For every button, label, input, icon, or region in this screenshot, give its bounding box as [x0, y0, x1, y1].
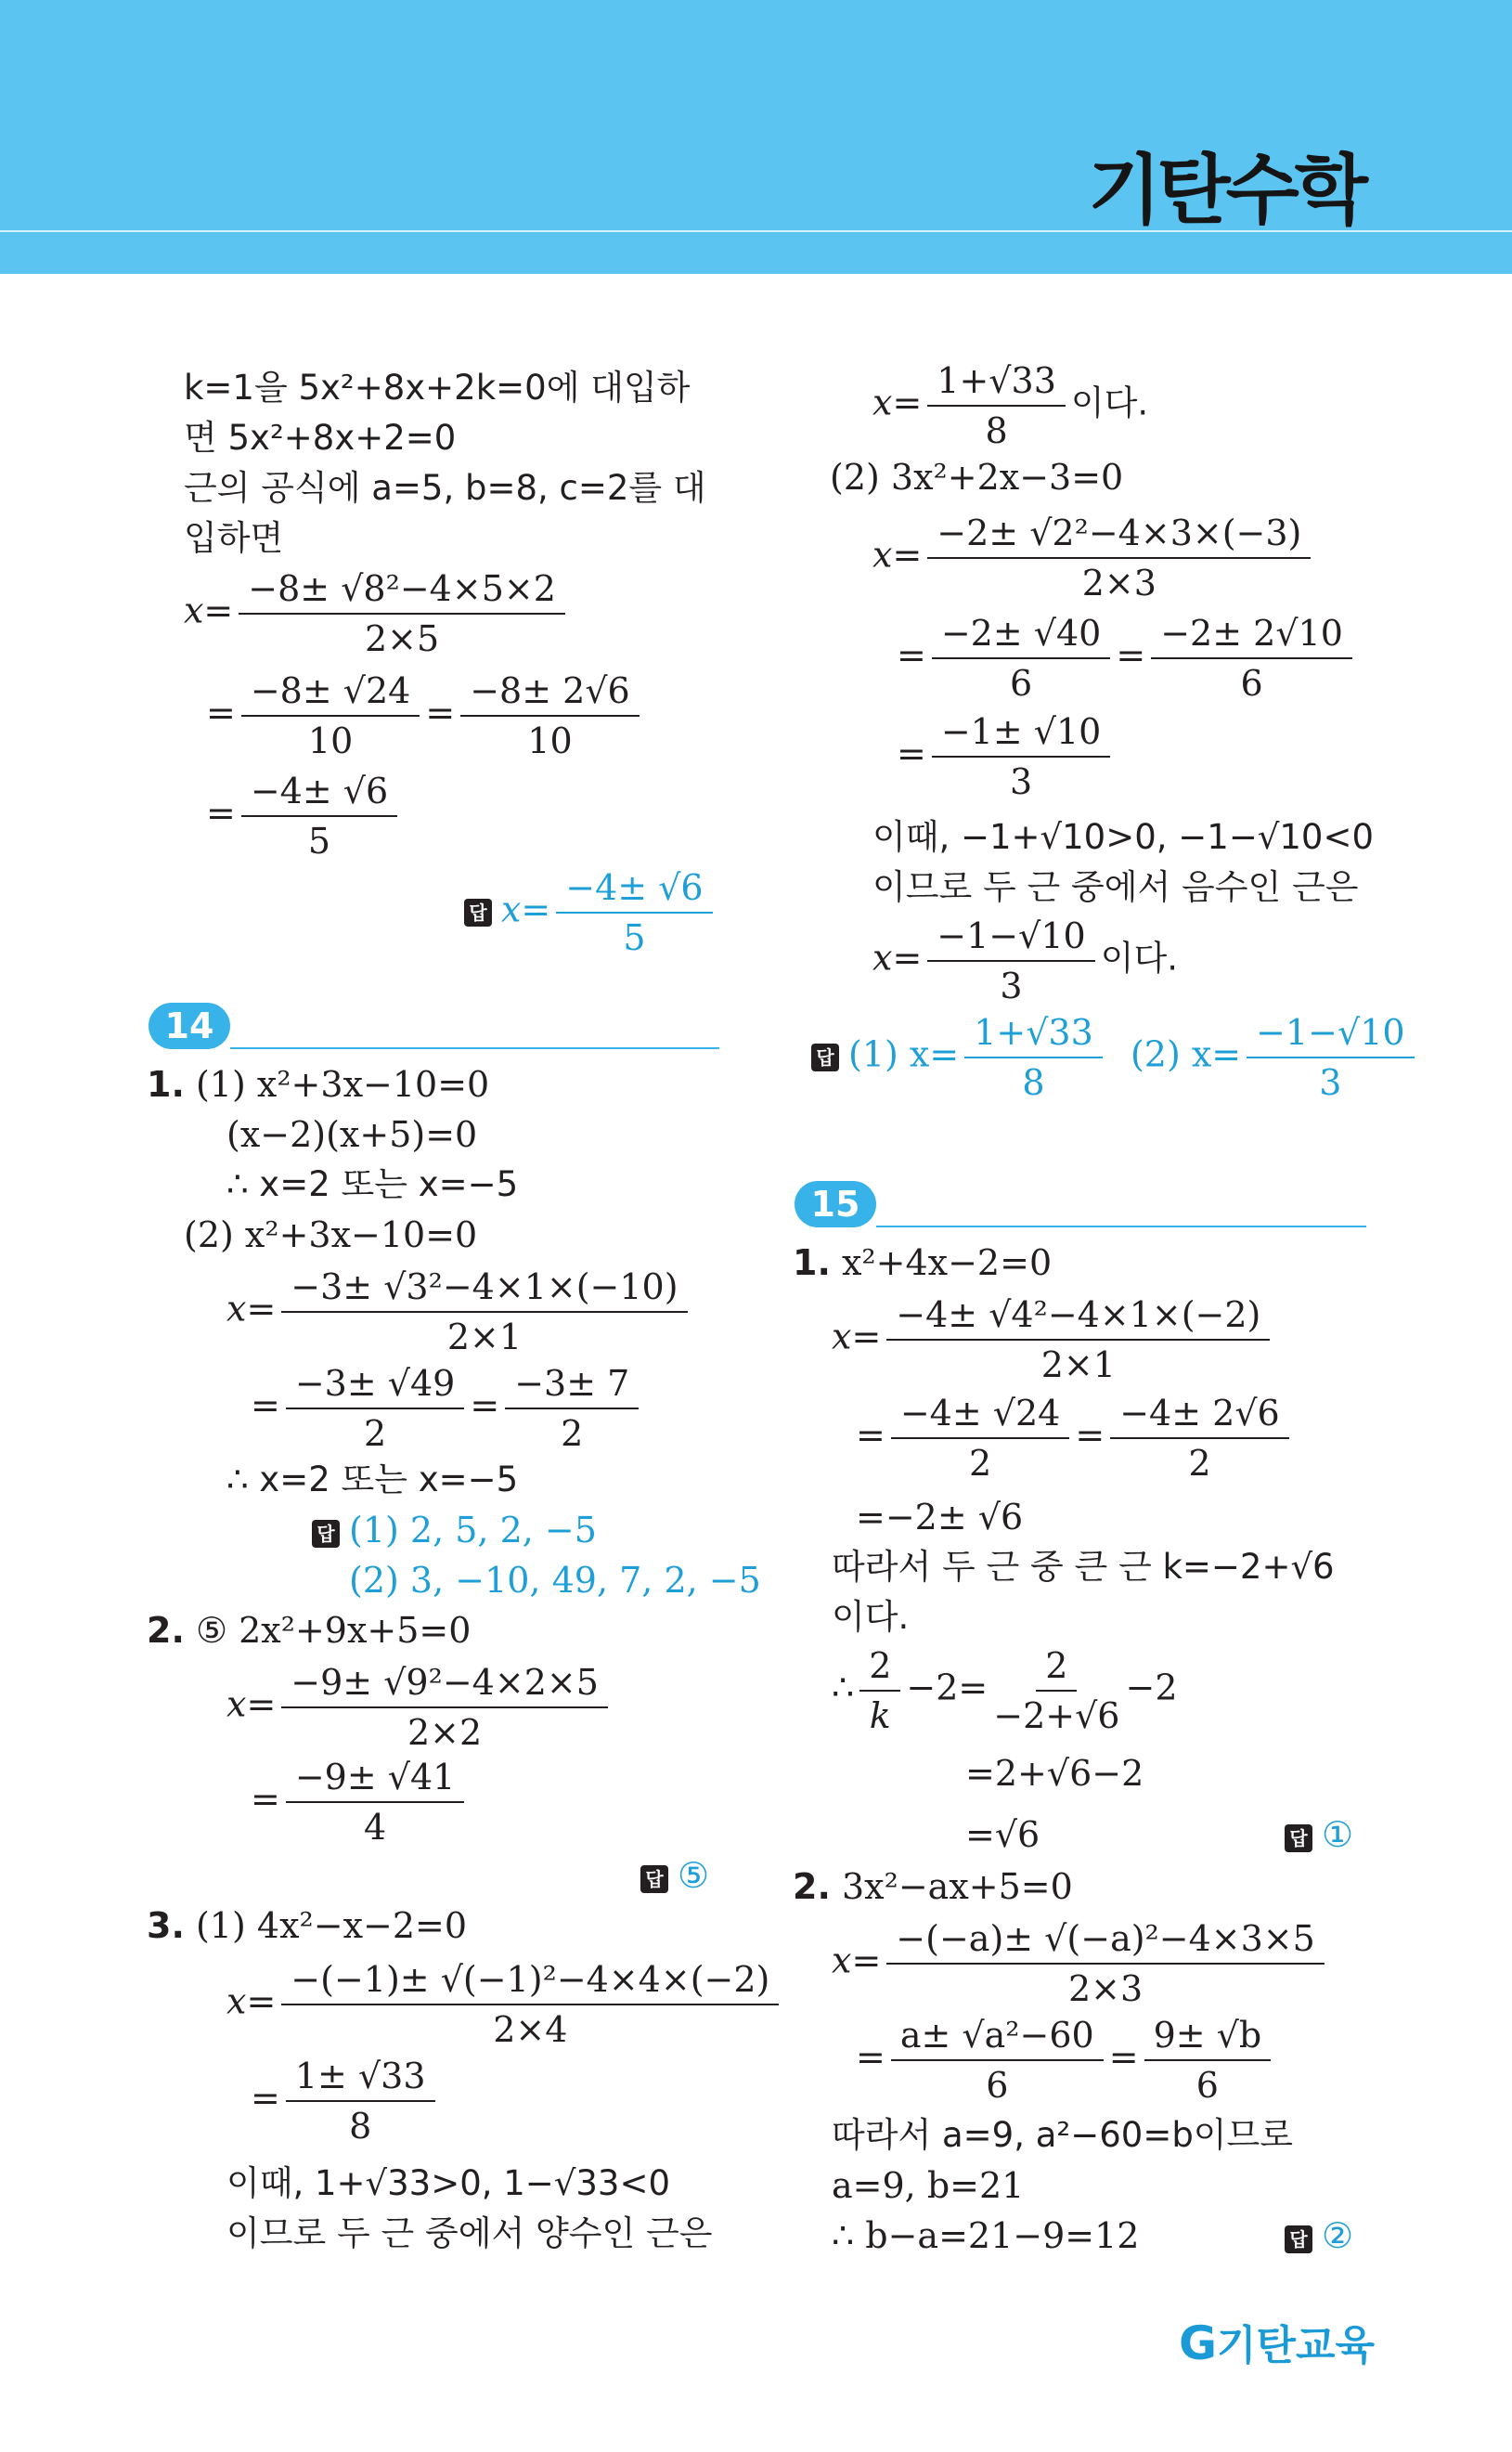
answer-14-1b: (2) 3, −10, 49, 7, 2, −5 — [349, 1560, 761, 1601]
problem-number: 1. — [793, 1242, 831, 1283]
numerator: −4± 2√6 — [1110, 1393, 1289, 1439]
denominator: k — [869, 1695, 891, 1736]
numerator: −8± 2√6 — [460, 670, 640, 717]
answer-14-2 — [640, 1851, 709, 1900]
equation-14-3c: = $\frac{1\pm √33}{8}$ — [251, 2056, 441, 2147]
line-r7: 이므로 두 근 중에서 음수인 근은 — [872, 867, 1359, 907]
denominator: 3 — [1000, 966, 1023, 1006]
intro-line-3: 근의 공식에 a=5, b=8, c=2를 대 — [184, 468, 706, 508]
denominator: 2 — [1188, 1443, 1211, 1484]
line-tail: 이다. — [1100, 938, 1178, 979]
denominator: 3 — [1319, 1062, 1342, 1103]
line-15-2f: ∴ b−a=21−9=12 — [832, 2215, 1140, 2256]
numerator: 1+√33 — [964, 1012, 1103, 1058]
line-14-1g: ∴ x=2 또는 x=−5 — [226, 1460, 519, 1499]
line-text: (1) x²+3x−10=0 — [195, 1064, 490, 1105]
denominator: 5 — [307, 821, 331, 862]
denominator: 4 — [364, 1807, 387, 1848]
answer-text: ② — [1322, 2215, 1354, 2256]
denominator: 8 — [349, 2106, 372, 2147]
numerator: a± √a²−60 — [891, 2015, 1104, 2061]
problem-15-1 — [793, 1239, 1052, 1287]
answer-lhs: x= — [501, 889, 551, 930]
problem-number: 2. — [793, 1866, 831, 1907]
equation-14-1f: = $\frac{-3\pm √49}{2}$ = $\frac{-3\pm 7}{2}$ — [251, 1363, 644, 1454]
answer-icon: 답 — [312, 1520, 340, 1548]
denominator: −2+√6 — [993, 1695, 1120, 1736]
line-15-1f: 이다. — [832, 1597, 910, 1637]
denominator: 2×2 — [407, 1712, 483, 1753]
equation-15-2c: = $\frac{\text{a± √a²−60}}{6}$ = $\frac{9\pm √b}{6}$ — [856, 2015, 1276, 2106]
line-15-1i: =√6 — [965, 1814, 1040, 1855]
answer-15-1 — [1285, 1810, 1353, 1859]
answer-icon: 답 — [464, 899, 492, 927]
answer-text: (1) 2, 5, 2, −5 — [349, 1510, 597, 1550]
answer-icon: 답 — [811, 1044, 839, 1071]
numerator: −9± √9²−4×2×5 — [281, 1662, 608, 1708]
line-15-1d: =−2± √6 — [856, 1497, 1024, 1537]
intro-line-1: k=1을 5x²+8x+2k=0에 대입하 — [184, 368, 691, 408]
numerator: −1−√10 — [927, 915, 1094, 962]
numerator: −4± √6 — [556, 867, 712, 914]
equation-15-1g: ∴ $\frac{2}{k}$ −2= $\frac{2}{-2+√6}$ −2 — [832, 1645, 1178, 1736]
intro-line-4: 입하면 — [184, 518, 284, 558]
problem-14-1 — [147, 1060, 489, 1109]
section-rule-15 — [876, 1226, 1366, 1227]
answer-label: (2) x= — [1130, 1033, 1242, 1075]
problem-14-3 — [147, 1901, 467, 1950]
numerator: −3± 7 — [505, 1363, 639, 1409]
answer-icon: 답 — [640, 1865, 668, 1893]
section-badge-14: 14 — [149, 1003, 230, 1049]
answer-13 — [464, 867, 718, 958]
line-14-1b: (x−2)(x+5)=0 — [226, 1114, 478, 1155]
numerator: −3± √3²−4×1×(−10) — [281, 1266, 687, 1313]
denominator: 6 — [1240, 663, 1263, 704]
numerator: −2± √40 — [932, 613, 1111, 659]
equation-15-2b: x= $\frac{\text{−(−a)± √(−a)²−4×3×5}}{2\times 3}$ — [832, 1918, 1330, 2009]
line-15-1e: 따라서 두 근 중 큰 근 k=−2+√6 — [832, 1547, 1335, 1587]
numerator: 9± √b — [1144, 2015, 1272, 2061]
denominator: 6 — [1010, 663, 1033, 704]
numerator: −4± √6 — [241, 771, 397, 817]
logo-mark: G — [1179, 2316, 1218, 2370]
fraction — [239, 568, 565, 659]
equation-14-2c: = $\frac{-9\pm √41}{4}$ — [251, 1757, 470, 1848]
header-band — [0, 0, 1512, 274]
denominator: 5 — [623, 917, 646, 958]
section-badge-15: 15 — [795, 1181, 876, 1227]
numerator: −8± √8²−4×5×2 — [239, 568, 565, 615]
problem-number: 2. — [147, 1610, 185, 1651]
answer-r — [811, 1012, 1420, 1103]
equation-14-2b: x= $\frac{\text{−9± √9²−4×2×5}}{2\times 2}$ — [226, 1662, 614, 1753]
line-text: ⑤ 2x²+9x+5=0 — [195, 1610, 472, 1651]
denominator: 2×5 — [364, 618, 440, 659]
equation-1 — [184, 568, 571, 659]
line-14-1d: (2) x²+3x−10=0 — [184, 1214, 478, 1255]
numerator: −1± √10 — [932, 711, 1111, 758]
equation-2: = $\frac{-8\pm √24}{10}$ = $\frac{-8\pm 2√6}{10}$ — [206, 670, 645, 761]
denominator: 10 — [307, 720, 354, 761]
denominator: 2×4 — [493, 2009, 568, 2050]
equation-r3: x= $\frac{\text{−2± √2²−4×3×(−3)}}{2\times 3}$ — [872, 512, 1316, 603]
denominator: 2 — [969, 1443, 992, 1484]
denominator: 2×1 — [1040, 1344, 1116, 1385]
intro-line-2: 면 5x²+8x+2=0 — [184, 418, 457, 458]
equation-3: = $\frac{-4\pm √6}{5}$ — [206, 771, 403, 862]
equation-r8: x= $\frac{-1-√10}{3}$ 이다. — [872, 915, 1178, 1006]
numerator: −2± 2√10 — [1151, 613, 1352, 659]
brand-logo: 기탄수학 — [1088, 147, 1363, 235]
denominator: 6 — [1195, 2065, 1219, 2106]
denominator: 2×3 — [1067, 1968, 1144, 2009]
line-text: (1) 4x²−x−2=0 — [195, 1905, 468, 1946]
line-text: x²+4x−2=0 — [841, 1242, 1053, 1283]
denominator: 2×3 — [1081, 563, 1157, 603]
numerator: −1−√10 — [1247, 1012, 1414, 1058]
numerator: −2± √2²−4×3×(−3) — [927, 512, 1311, 559]
line-tail: −2 — [1125, 1667, 1178, 1708]
equation-14-1e: x= $\frac{\text{−3± √3²−4×1×(−10)}}{2\times 1}$ — [226, 1266, 693, 1357]
problem-number: 3. — [147, 1905, 185, 1946]
answer-14-1a — [312, 1506, 597, 1554]
answer-label: (1) x= — [848, 1033, 960, 1075]
equation-15-1c: = $\frac{-4\pm √24}{2}$ = $\frac{-4\pm 2√6}{2}$ — [856, 1393, 1295, 1484]
answer-15-2 — [1285, 2212, 1353, 2260]
numerator: −3± √49 — [286, 1363, 465, 1409]
denominator: 6 — [986, 2065, 1009, 2106]
numerator: −4± √4²−4×1×(−2) — [886, 1294, 1270, 1341]
line-14-3e: 이므로 두 근 중에서 양수인 근은 — [226, 2213, 713, 2253]
numerator: 1+√33 — [927, 360, 1066, 407]
equation-15-1b: x= $\frac{\text{−4± √4²−4×1×(−2)}}{2\times 1}$ — [832, 1294, 1275, 1385]
answer-text: ① — [1322, 1814, 1354, 1855]
denominator: 8 — [985, 410, 1008, 451]
line-r2: (2) 3x²+2x−3=0 — [830, 457, 1124, 498]
numerator: −9± √41 — [286, 1757, 465, 1803]
numerator: −8± √24 — [241, 670, 420, 717]
numerator: 2 — [859, 1645, 900, 1692]
numerator: −(−a)± √(−a)²−4×3×5 — [886, 1918, 1325, 1965]
line-text: −2= — [906, 1667, 989, 1708]
numerator: 2 — [1036, 1645, 1077, 1692]
line-r6: 이때, −1+√10>0, −1−√10<0 — [872, 817, 1375, 857]
problem-14-2 — [147, 1606, 471, 1654]
denominator: 2 — [364, 1413, 387, 1454]
equation-r1: x= $\frac{1+√33}{8}$ 이다. — [872, 360, 1149, 451]
section-rule-14 — [230, 1047, 719, 1049]
problem-number: 1. — [147, 1064, 185, 1105]
line-14-3d: 이때, 1+√33>0, 1−√33<0 — [226, 2163, 671, 2203]
denominator: 3 — [1010, 761, 1033, 802]
numerator: 1± √33 — [286, 2056, 435, 2102]
denominator: 2×1 — [446, 1317, 523, 1357]
numerator: −(−1)± √(−1)²−4×4×(−2) — [281, 1959, 779, 2005]
publisher-logo — [1179, 2312, 1375, 2371]
equation-r4: = $\frac{-2\pm √40}{6}$ = $\frac{-2\pm 2√10}{6}$ — [897, 613, 1358, 704]
denominator: 10 — [527, 720, 573, 761]
eq-lhs: x= — [184, 590, 234, 631]
numerator: −4± √24 — [891, 1393, 1070, 1439]
denominator: 2 — [561, 1413, 584, 1454]
line-text: 3x²−ax+5=0 — [841, 1866, 1073, 1907]
logo-text: 기탄교육 — [1217, 2322, 1376, 2369]
answer-icon: 답 — [1285, 1824, 1312, 1852]
equation-14-3b: x= $\frac{\text{−(−1)± √(−1)²−4×4×(−2)}}{2\times 4}$ — [226, 1959, 784, 2050]
line-14-1c: ∴ x=2 또는 x=−5 — [226, 1164, 519, 1204]
problem-15-2 — [793, 1862, 1073, 1911]
denominator: 8 — [1022, 1062, 1045, 1103]
answer-icon: 답 — [1285, 2225, 1312, 2253]
line-15-2d: 따라서 a=9, a²−60=b이므로 — [832, 2115, 1294, 2155]
equation-r5: = $\frac{-1\pm √10}{3}$ — [897, 711, 1116, 802]
line-tail: 이다. — [1070, 383, 1149, 423]
line-15-1h: =2+√6−2 — [965, 1753, 1144, 1794]
line-15-2e: a=9, b=21 — [832, 2165, 1025, 2206]
answer-text: ⑤ — [678, 1855, 710, 1896]
